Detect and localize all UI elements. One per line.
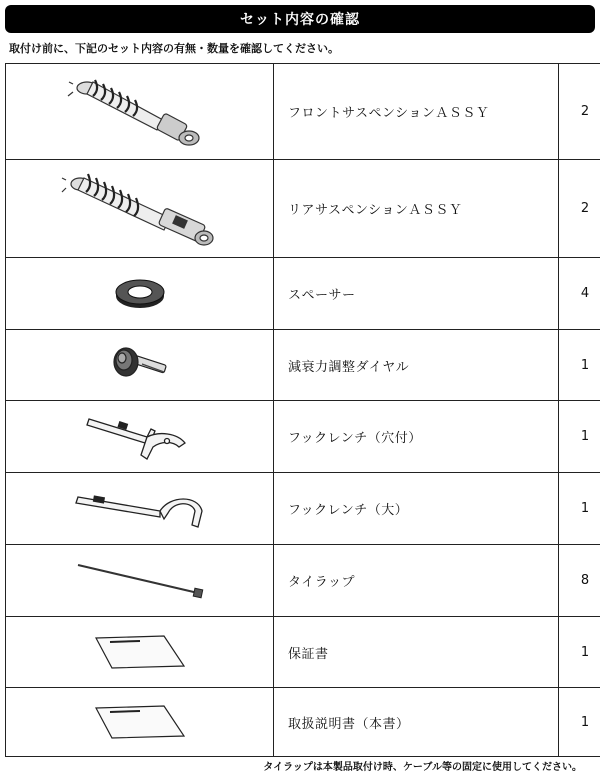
parts-table xyxy=(5,63,600,757)
item-image-cell xyxy=(6,330,274,401)
footnote-text: タイラップは本製品取付け時、ケーブル等の固定に使用してください。 xyxy=(263,762,582,773)
table-row xyxy=(6,330,600,401)
item-name: リアサスペンションＡＳＳＹ xyxy=(274,160,559,258)
table-row xyxy=(6,401,600,473)
item-image-cell xyxy=(6,545,274,617)
item-quantity: 8 xyxy=(559,545,600,617)
item-quantity: 2 xyxy=(559,160,600,258)
table-row xyxy=(6,688,600,757)
item-quantity: 4 xyxy=(559,258,600,330)
cable-tie-icon xyxy=(6,561,273,601)
warranty-card-icon xyxy=(6,632,273,672)
item-image-cell xyxy=(6,688,274,757)
item-name: 取扱説明書（本書） xyxy=(274,688,559,757)
damping-dial-icon xyxy=(6,342,273,388)
instruction-text: 取付け前に、下記のセット内容の有無・数量を確認してください。 xyxy=(9,42,339,55)
hook-wrench-large-icon xyxy=(6,487,273,531)
page-title: セット内容の確認 xyxy=(240,12,360,28)
item-image-cell xyxy=(6,473,274,545)
hook-wrench-holed-icon xyxy=(6,411,273,463)
item-name: 保証書 xyxy=(274,617,559,688)
table-row xyxy=(6,545,600,617)
manual-icon xyxy=(6,702,273,742)
item-quantity: 1 xyxy=(559,330,600,401)
item-quantity: 1 xyxy=(559,401,600,473)
table-row xyxy=(6,617,600,688)
item-name: フロントサスペンションＡＳＳＹ xyxy=(274,64,559,160)
item-name: 減衰力調整ダイヤル xyxy=(274,330,559,401)
item-image-cell xyxy=(6,401,274,473)
item-name: スペーサー xyxy=(274,258,559,330)
item-image-cell xyxy=(6,64,274,160)
item-name: フックレンチ（大） xyxy=(274,473,559,545)
item-quantity: 2 xyxy=(559,64,600,160)
item-image-cell xyxy=(6,160,274,258)
table-row xyxy=(6,473,600,545)
item-quantity: 1 xyxy=(559,473,600,545)
item-name: タイラップ xyxy=(274,545,559,617)
spacer-icon xyxy=(6,276,273,312)
front-suspension-icon xyxy=(6,70,273,154)
item-quantity: 1 xyxy=(559,617,600,688)
item-quantity: 1 xyxy=(559,688,600,757)
table-row xyxy=(6,160,600,258)
table-row xyxy=(6,258,600,330)
rear-suspension-icon xyxy=(6,166,273,252)
item-image-cell xyxy=(6,617,274,688)
table-row xyxy=(6,64,600,160)
item-image-cell xyxy=(6,258,274,330)
item-name: フックレンチ（穴付） xyxy=(274,401,559,473)
page-header xyxy=(5,5,595,33)
